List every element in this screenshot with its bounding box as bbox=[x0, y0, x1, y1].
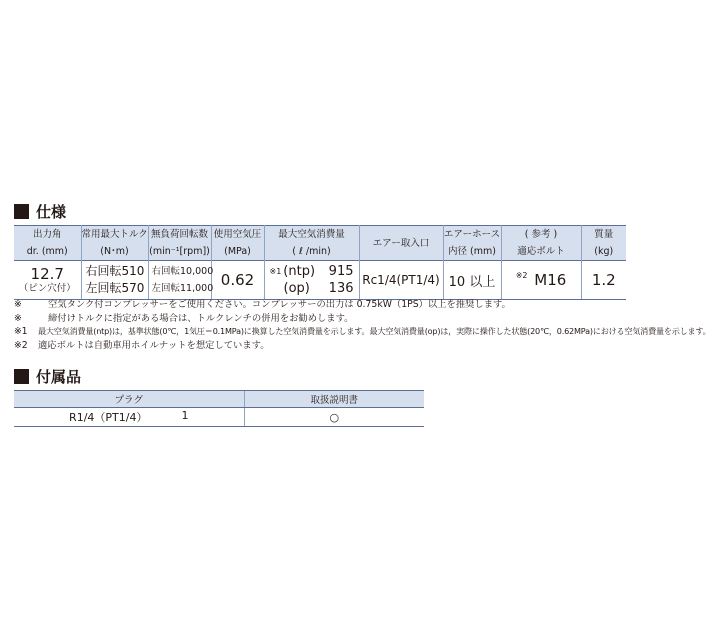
header-bolt: ( 参考 ) 適応ボルト bbox=[501, 226, 581, 261]
spec-notes bbox=[14, 298, 711, 352]
cell-consumption: $^{※1}$ (ntp) 915 (op) 136 bbox=[264, 261, 359, 300]
accessories-table bbox=[14, 390, 424, 427]
cell-rpm: 右回転 10,000 左回転 11,000 bbox=[148, 261, 211, 300]
accessories-section-title bbox=[14, 366, 81, 387]
header-air-inlet: エアー取入口 bbox=[359, 226, 443, 261]
header-output-angle: 出力角 dr. (mm) bbox=[14, 226, 81, 261]
spec-section-title bbox=[14, 201, 66, 222]
spec-title-text: 仕様 bbox=[36, 203, 67, 221]
spec-table bbox=[14, 225, 626, 300]
header-rpm: 無負荷回転数 (min⁻¹[rpm]) bbox=[148, 226, 211, 261]
header-manual: 取扱説明書 bbox=[244, 391, 424, 408]
accessories-title-text: 付属品 bbox=[36, 368, 82, 386]
cell-pressure: 0.62 bbox=[211, 261, 264, 300]
accessories-row bbox=[14, 408, 424, 427]
header-consumption: 最大空気消費量 ( ℓ /min) bbox=[264, 226, 359, 261]
note-item: ※2 適応ボルトは自動車用ホイルナットを想定しています。 bbox=[14, 339, 270, 351]
cell-mass: 1.2 bbox=[581, 261, 626, 300]
note-item: ※1 最大空気消費量(ntp)は，基準状態(0℃，1気圧＝0.1MPa)に換算した空気消費量を示します。最大空気消費量(op)は，実際に操作した状態(20℃，0.62MPa)における空気消費量を示します。 bbox=[14, 326, 711, 337]
spec-row bbox=[14, 261, 626, 300]
header-torque: 常用最大トルク (N･m) bbox=[81, 226, 148, 261]
cell-plug: R1/4（PT1/4） 1 bbox=[14, 408, 244, 427]
cell-hose: 10 以上 bbox=[443, 261, 501, 300]
cell-torque: 右回転 510 左回転 570 bbox=[81, 261, 148, 300]
section-marker-icon bbox=[14, 204, 29, 219]
cell-manual: ○ bbox=[244, 408, 424, 427]
note-item: ※ 締付けトルクに指定がある場合は、トルクレンチの併用をお勧めします。 bbox=[14, 312, 354, 324]
header-pressure: 使用空気圧 (MPa) bbox=[211, 226, 264, 261]
cell-air-inlet: Rc1/4(PT1/4) bbox=[359, 261, 443, 300]
header-mass: 質量 (kg) bbox=[581, 226, 626, 261]
cell-bolt: $^{※2}$ M16 bbox=[501, 261, 581, 300]
note-item: ※ 空気タンク付コンプレッサーをご使用ください。コンプレッサーの出力は 0.75kW（1PS）以上を推奨します。 bbox=[14, 299, 511, 310]
cell-output-angle: 12.7 （ピン穴付） bbox=[14, 261, 81, 300]
header-plug: プラグ bbox=[14, 391, 244, 408]
header-hose: エアーホース 内径 (mm) bbox=[443, 226, 501, 261]
section-marker-icon bbox=[14, 369, 29, 384]
